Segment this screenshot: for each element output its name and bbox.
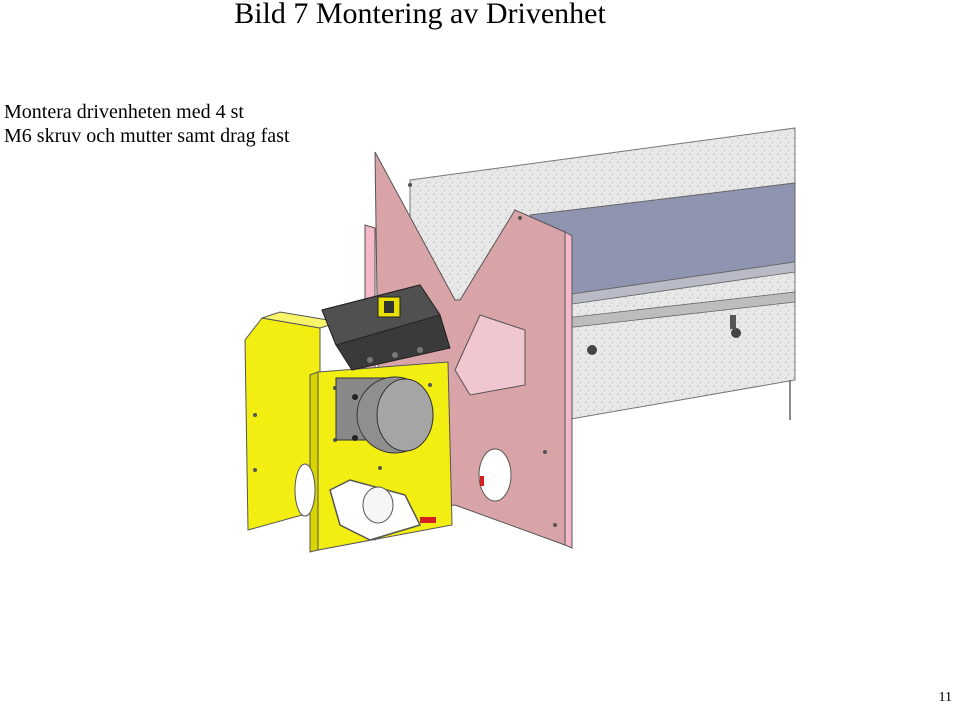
- slide-title: Bild 7 Montering av Drivenhet: [234, 0, 606, 30]
- page-number: 11: [938, 690, 952, 705]
- instruction-line-2: M6 skruv och mutter samt drag fast: [4, 125, 290, 147]
- instruction-line-1: Montera drivenheten med 4 st: [4, 101, 244, 123]
- drive-unit-assembly-drawing-icon: [230, 125, 800, 555]
